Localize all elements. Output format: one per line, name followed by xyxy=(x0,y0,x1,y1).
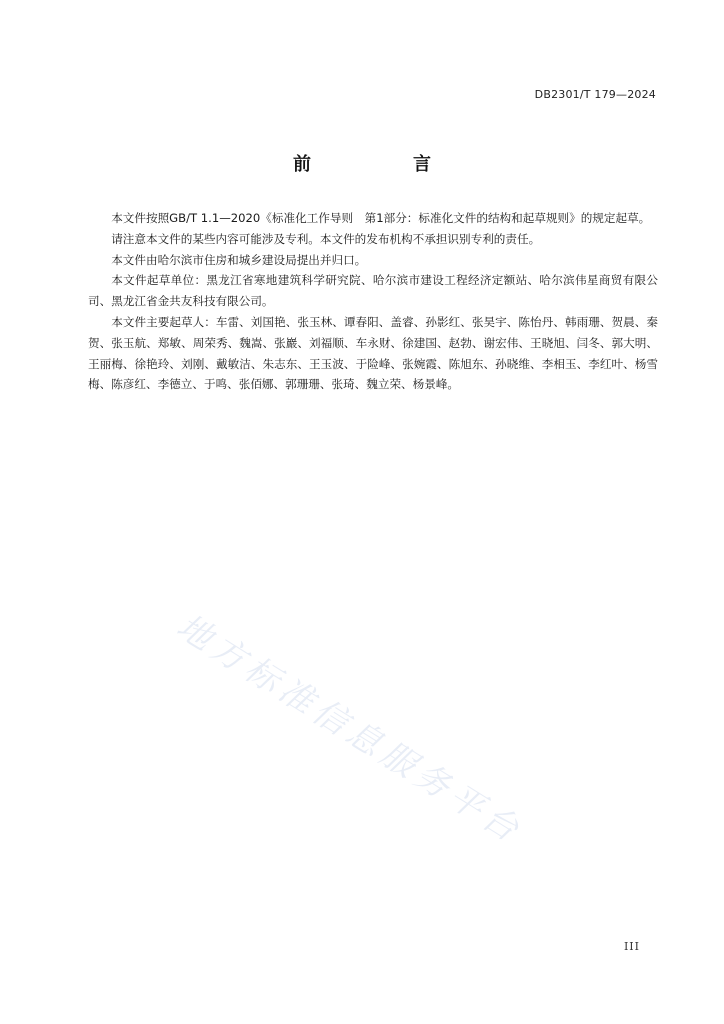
paragraph-drafting-units: 本文件起草单位：黑龙江省寒地建筑科学研究院、哈尔滨市建设工程经济定额站、哈尔滨伟星商贸有限公司、黑龙江省金共友科技有限公司。 xyxy=(88,273,658,309)
preface-body xyxy=(88,208,658,395)
watermark: 地方标准信息服务平台 xyxy=(169,606,530,853)
paragraph-patent-notice: 请注意本文件的某些内容可能涉及专利。本文件的发布机构不承担识别专利的责任。 xyxy=(111,231,541,246)
standard-code: DB2301/T 179—2024 xyxy=(534,88,656,101)
paragraph-drafting-rules: 本文件按照GB/T 1.1—2020《标准化工作导则 第1部分：标准化文件的结构和起草规则》的规定起草。 xyxy=(111,211,651,225)
paragraph-proposer: 本文件由哈尔滨市住房和城乡建设局提出并归口。 xyxy=(111,252,367,267)
page-number: III xyxy=(623,940,640,953)
paragraph-drafters: 本文件主要起草人：车雷、刘国艳、张玉林、谭春阳、盖睿、孙影红、张昊宇、陈怡丹、韩雨珊、贺晨、秦贺、张玉航、郑敏、周荣秀、魏嵩、张巖、刘福顺、车永财、徐建国、赵勃、谢宏伟、王晓旭、闫冬、郭大明、王丽梅、徐艳玲、刘刚、戴敏洁、朱志东、王玉波、于险峰、张婉霞、陈旭东、孙晓维、李相玉、李红叶、杨雪梅、陈彦红、李德立、于鸣、张佰娜、郭珊珊、张琦、魏立荣、杨景峰。 xyxy=(88,314,658,392)
page-title: 前 言 xyxy=(293,154,473,175)
